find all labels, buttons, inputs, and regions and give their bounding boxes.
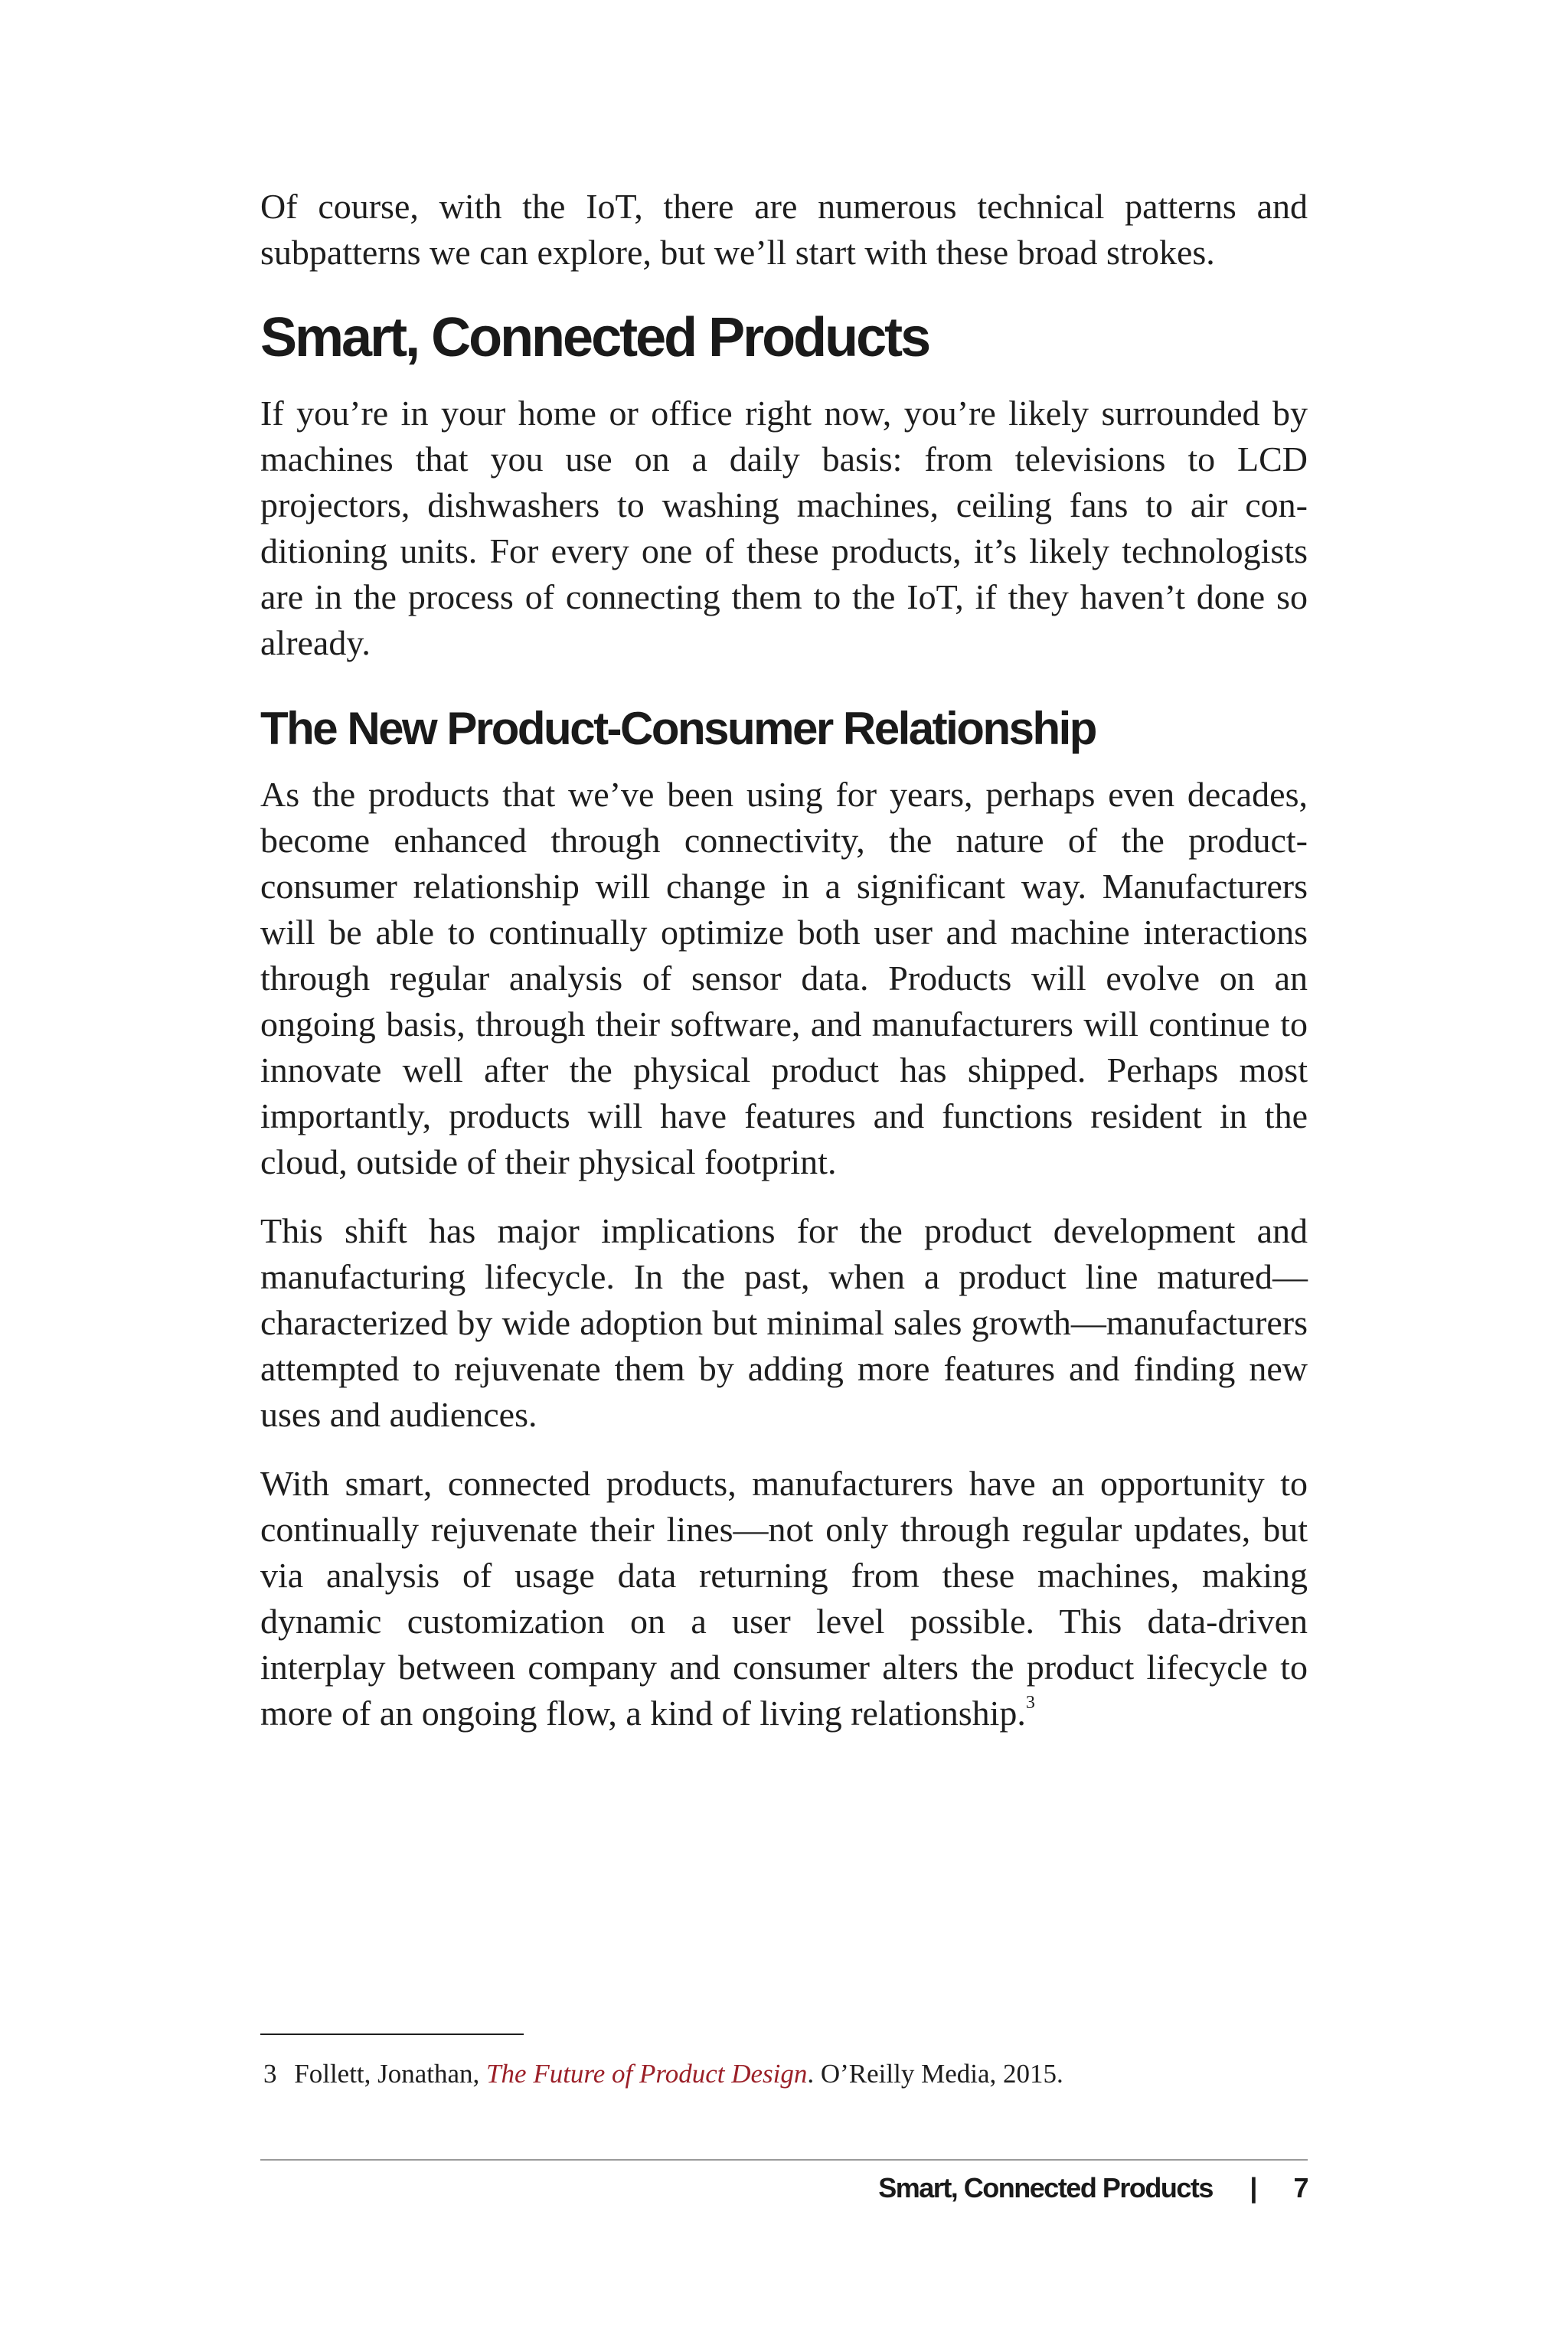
subsection-paragraph-1: As the products that we’ve been using for years, perhaps even decades, become enhanced through connectivity, the nature of the product-consumer relationship will change in a significant way. Manufacturers will be able to continually optimize both user and machine interactions through regular analysis of sensor data. Products will evolve on an ongoing basis, through their software, and manufacturers will continue to innovate well after the physical product has shipped. Perhaps most importantly, products will have features and functions resident in the cloud, outside of their physical footprint. (260, 775, 1308, 1181)
page-number: 7 (1293, 2172, 1308, 2203)
section-paragraph: If you’re in your home or office right now, you’re likely surrounded by machines that you use on a daily basis: from televisions to LCD projectors, dishwashers to washing machines, ceiling fans to air conditioning units. For every one of these products, it’s likely technologists are in the process of connecting them to the IoT, if they haven’t done so already. (260, 394, 1308, 662)
subsection-heading: The New Product-Consumer Relationship (260, 703, 1096, 754)
subsection-paragraph-3-text: With smart, connected products, manufacturers have an opportunity to continually rejuvenate their lines—not only through regular updates, but via analysis of usage data returning from these machines, making dynamic customization on a user level possible. This data-driven interplay between company and consumer alters the product lifecycle to more of an ongoing flow, a kind of living relationship. (260, 1464, 1308, 1733)
running-head: Smart, Connected Products (878, 2172, 1213, 2203)
subsection-paragraph-2: This shift has major implications for the product development and manufacturing lifecycle. In the past, when a product line matured—characterized by wide adoption but minimal sales growth—manufacturers attempted to rejuvenate them by adding more features and finding new uses and audiences. (260, 1211, 1308, 1434)
footnote-number: 3 (263, 2059, 277, 2089)
page-body (260, 184, 1308, 1736)
footnote (263, 2056, 1063, 2092)
footnote-divider (260, 2034, 524, 2035)
intro-paragraph: Of course, with the IoT, there are numerous technical patterns and subpatterns we can explore, but we’ll start with these broad strokes. (260, 187, 1308, 272)
page-footer (878, 2171, 1308, 2206)
subsection-paragraph-3 (260, 1461, 1308, 1736)
footnote-author: Follett, Jonathan, (294, 2059, 480, 2089)
footnote-reference[interactable]: 3 (1025, 1693, 1035, 1713)
footnote-title-link[interactable]: The Future of Product Design (486, 2059, 808, 2089)
footer-divider (260, 2159, 1308, 2161)
section-heading: Smart, Connected Products (260, 307, 929, 368)
footer-separator: | (1250, 2172, 1256, 2203)
footnote-publisher: . O’Reilly Media, 2015. (807, 2059, 1063, 2089)
